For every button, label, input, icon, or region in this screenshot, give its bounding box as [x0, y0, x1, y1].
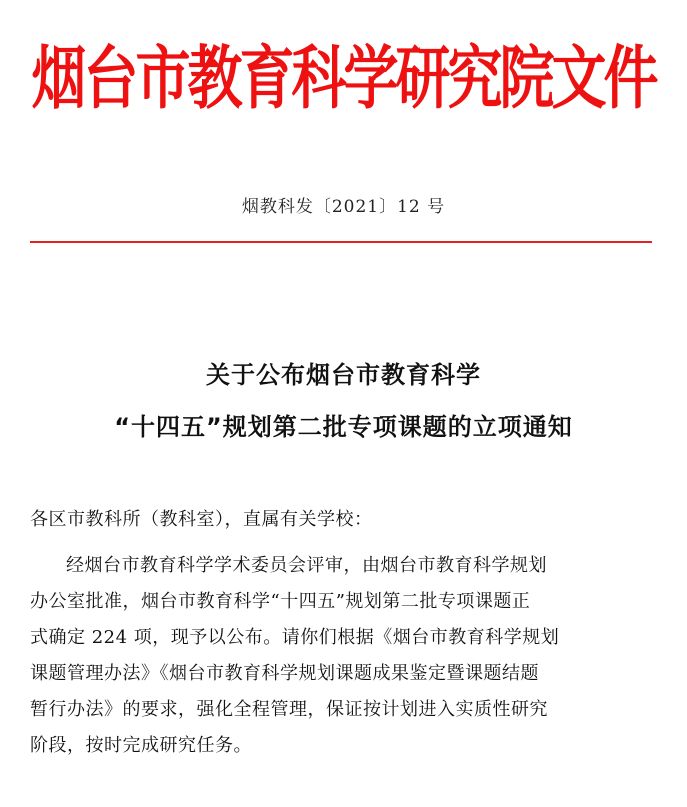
- body-line: 经烟台市教育科学学术委员会评审，由烟台市教育科学规划: [66, 555, 547, 576]
- body-text: [30, 548, 660, 764]
- document-number: 烟教科发〔2021〕12 号: [241, 197, 446, 217]
- notice-title-line-2: “十四五”规划第二批专项课题的立项通知: [114, 413, 573, 441]
- body-line: 暂行办法》的要求，强化全程管理，保证按计划进入实质性研究: [30, 699, 548, 720]
- notice-title-line-1: 关于公布烟台市教育科学: [206, 361, 481, 389]
- body-line: 办公室批准，烟台市教育科学“十四五”规划第二批专项课题正: [30, 591, 531, 612]
- masthead-title: 烟台市教育科学研究院文件: [31, 38, 656, 118]
- red-divider: [30, 241, 652, 243]
- salutation: 各区市教科所（教科室），直属有关学校：: [30, 509, 373, 530]
- body-line: 式确定 224 项，现予以公布。请你们根据《烟台市教育科学规划: [30, 627, 560, 648]
- body-line: 阶段，按时完成研究任务。: [30, 735, 252, 756]
- body-line: 课题管理办法》《烟台市教育科学规划课题成果鉴定暨课题结题: [30, 663, 539, 684]
